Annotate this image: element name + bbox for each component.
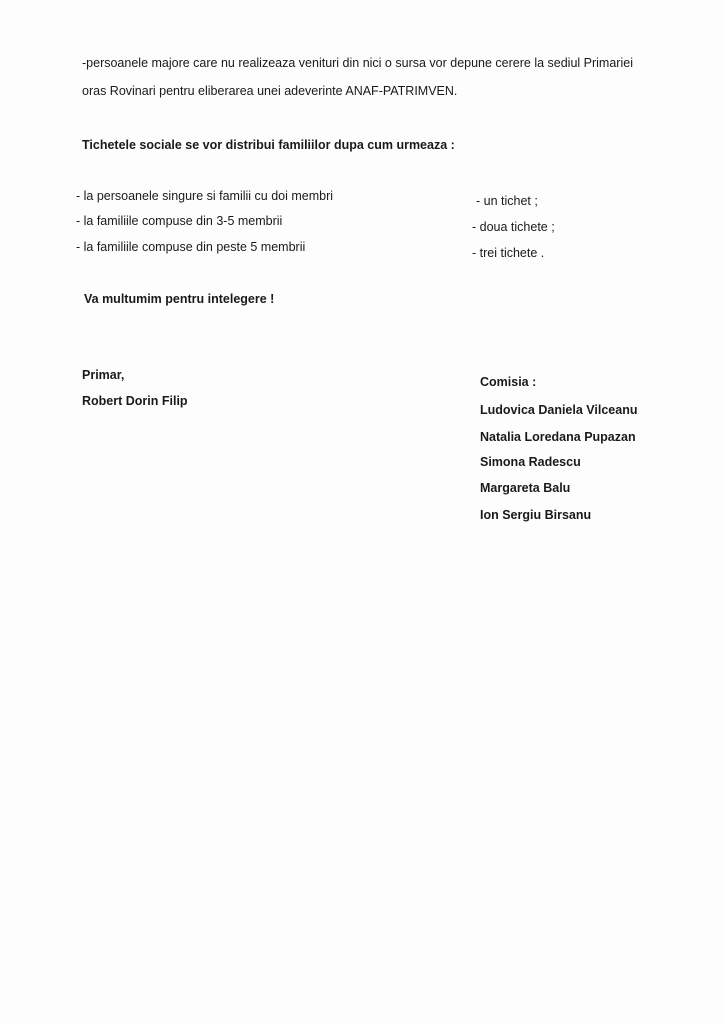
distribution-tickets-3: - trei tichete . [472, 246, 545, 260]
commission-member-4: Margareta Balu [480, 481, 571, 495]
thanks-note: Va multumim pentru intelegere ! [84, 292, 275, 306]
mayor-name: Robert Dorin Filip [82, 394, 188, 408]
distribution-category-2: - la familiile compuse din 3-5 membrii [76, 214, 283, 228]
commission-member-5: Ion Sergiu Birsanu [480, 508, 592, 522]
intro-line-2: oras Rovinari pentru eliberarea unei adeverinte ANAF-PATRIMVEN. [82, 84, 458, 98]
commission-title: Comisia : [480, 375, 537, 389]
distribution-heading: Tichetele sociale se vor distribui familiilor dupa cum urmeaza : [82, 138, 455, 152]
commission-member-2: Natalia Loredana Pupazan [480, 430, 636, 444]
distribution-tickets-1: - un tichet ; [476, 194, 538, 208]
commission-member-3: Simona Radescu [480, 455, 581, 469]
intro-line-1: -persoanele majore care nu realizeaza venituri din nici o sursa vor depune cerere la sediul Primariei [82, 56, 633, 70]
mayor-title: Primar, [82, 368, 125, 382]
distribution-tickets-2: - doua tichete ; [472, 220, 555, 234]
distribution-category-3: - la familiile compuse din peste 5 membrii [76, 240, 306, 254]
commission-member-1: Ludovica Daniela Vilceanu [480, 403, 638, 417]
distribution-category-1: - la persoanele singure si familii cu doi membri [76, 189, 334, 203]
